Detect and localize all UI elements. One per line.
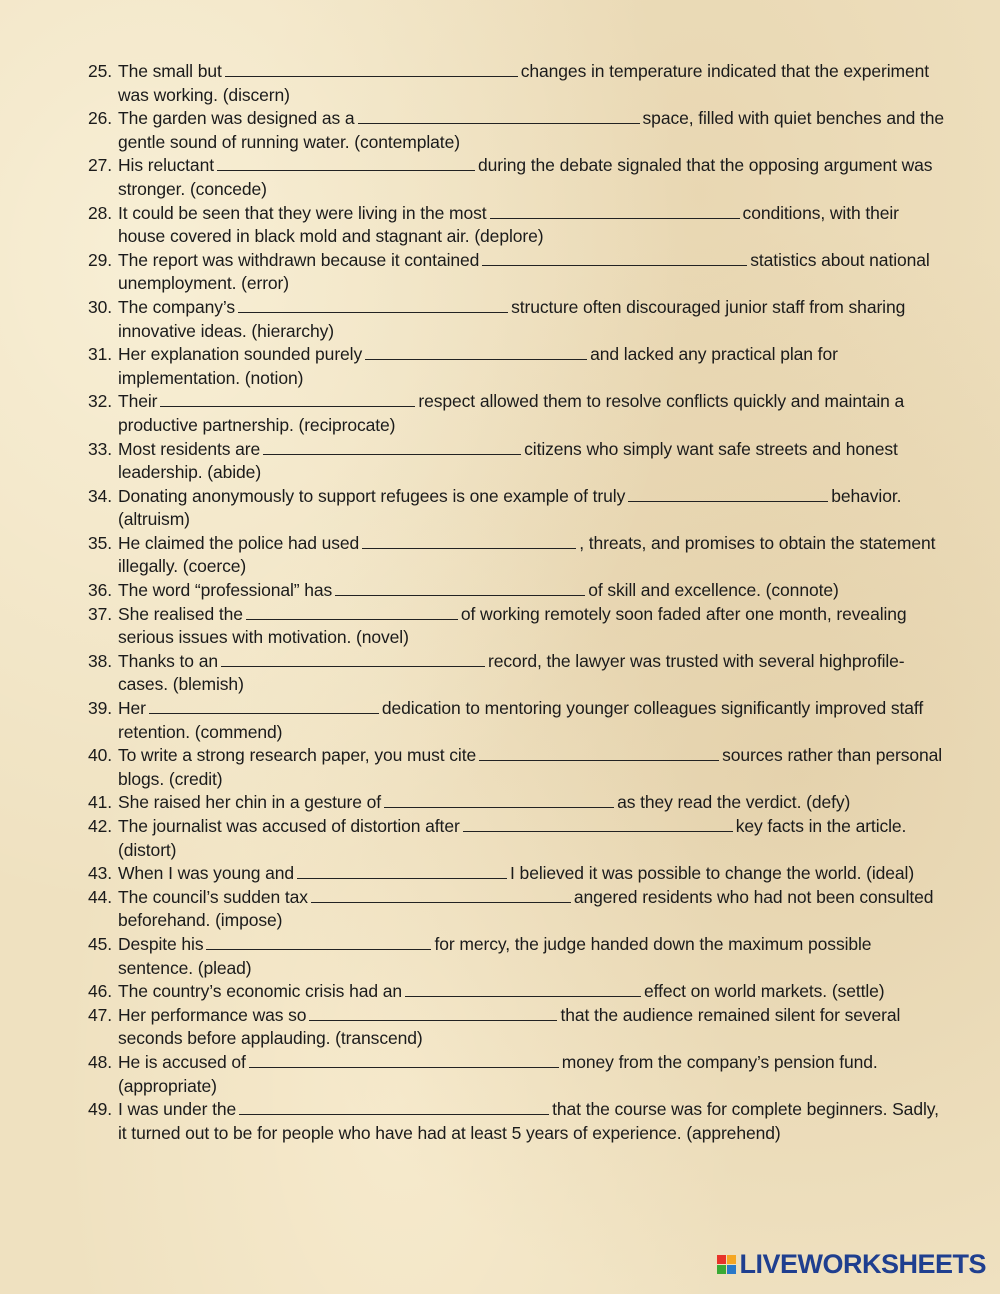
list-item: [88, 744, 944, 791]
item-text-after: that the audience remained silent for several seconds before applauding. (transcend): [118, 1004, 901, 1049]
item-text-after: , threats, and promises to obtain the statement illegally. (coerce): [118, 532, 936, 577]
item-text-after: structure often discouraged junior staff from sharing innovative ideas. (hierarchy): [118, 296, 906, 341]
list-item: [88, 296, 944, 343]
item-text-before: The small but: [118, 61, 222, 81]
item-text-before: Most residents are: [118, 438, 261, 459]
item-text-before: He is accused of: [118, 1051, 246, 1072]
logo-square: [727, 1265, 736, 1274]
answer-blank[interactable]: [239, 1099, 549, 1115]
answer-blank[interactable]: [160, 391, 415, 407]
answer-blank[interactable]: [217, 155, 475, 171]
item-number: 41.: [88, 792, 113, 813]
answer-blank[interactable]: [149, 698, 379, 714]
item-number: 30.: [88, 296, 113, 317]
list-item: [88, 1098, 944, 1145]
item-text-before: The council’s sudden tax: [118, 886, 308, 907]
answer-blank[interactable]: [384, 792, 614, 808]
item-text-before: Thanks to an: [118, 650, 218, 671]
item-text-after: I believed it was possible to change the world. (ideal): [510, 863, 915, 884]
item-text-before: Her performance was so: [118, 1004, 307, 1025]
item-text-after: statistics about national unemployment. (error): [118, 249, 930, 294]
item-number: 44.: [88, 886, 113, 907]
list-item: [88, 343, 944, 390]
item-text-after: citizens who simply want safe streets and honest leadership. (abide): [118, 438, 898, 483]
item-text-after: record, the lawyer was trusted with several highprofile- cases. (blemish): [118, 650, 905, 695]
logo-text: LIVEWORKSHEETS: [739, 1249, 986, 1279]
answer-blank[interactable]: [238, 297, 508, 313]
list-item: [88, 791, 944, 815]
item-text-before: His reluctant: [118, 155, 214, 176]
item-text-after: of working remotely soon faded after one month, revealing serious issues with motivation. (novel): [118, 603, 907, 648]
item-text-after: sources rather than personal blogs. (credit): [118, 745, 943, 789]
answer-blank[interactable]: [335, 580, 585, 596]
item-number: 46.: [88, 981, 113, 1002]
item-number: 36.: [88, 580, 113, 601]
item-text-after: behavior. (altruism): [118, 485, 902, 530]
answer-blank[interactable]: [225, 61, 518, 77]
list-item: [88, 532, 944, 579]
item-text-before: The garden was designed as a: [118, 108, 355, 129]
list-item: [88, 1051, 944, 1098]
item-text-after: during the debate signaled that the opposing argument was stronger. (concede): [118, 155, 933, 199]
item-number: 33.: [88, 438, 113, 459]
answer-blank[interactable]: [405, 981, 641, 997]
list-item: [88, 886, 944, 933]
list-item: [88, 933, 944, 980]
item-text-before: The word “professional” has: [118, 580, 333, 601]
item-number: 39.: [88, 698, 113, 719]
logo-icon: [717, 1255, 736, 1274]
item-number: 28.: [88, 202, 113, 223]
logo-square: [717, 1265, 726, 1274]
item-number: 38.: [88, 650, 113, 671]
item-text-before: The report was withdrawn because it contained: [118, 249, 480, 270]
item-text-before: The country’s economic crisis had an: [118, 981, 402, 1002]
item-text-before: The company’s: [118, 296, 236, 317]
answer-blank[interactable]: [479, 745, 719, 761]
answer-blank[interactable]: [358, 108, 640, 124]
item-text-before: She realised the: [118, 603, 243, 624]
answer-blank[interactable]: [206, 934, 431, 950]
item-text-after: of skill and excellence. (connote): [588, 580, 839, 601]
item-text-after: and lacked any practical plan for implementation. (notion): [118, 344, 838, 388]
item-text-after: money from the company’s pension fund. (appropriate): [118, 1051, 878, 1096]
item-text-after: conditions, with their house covered in black mold and stagnant air. (deplore): [118, 202, 899, 247]
list-item: [88, 107, 944, 154]
item-number: 37.: [88, 603, 113, 624]
item-text-after: respect allowed them to resolve conflicts quickly and maintain a productive partnership. (reciprocate): [118, 391, 905, 435]
item-number: 34.: [88, 485, 113, 506]
item-number: 45.: [88, 933, 113, 954]
answer-blank[interactable]: [309, 1005, 557, 1021]
list-item: [88, 485, 944, 532]
item-number: 47.: [88, 1004, 113, 1025]
item-text-after: angered residents who had not been consulted beforehand. (impose): [118, 886, 934, 931]
item-number: 43.: [88, 863, 113, 884]
list-item: [88, 697, 944, 744]
item-text-after: for mercy, the judge handed down the maximum possible sentence. (plead): [118, 933, 872, 978]
item-number: 40.: [88, 745, 113, 766]
list-item: [88, 390, 944, 437]
item-number: 35.: [88, 532, 113, 553]
item-text-after: effect on world markets. (settle): [644, 981, 885, 1002]
item-text-before: Their: [118, 391, 158, 412]
item-number: 49.: [88, 1099, 113, 1120]
item-number: 27.: [88, 155, 113, 176]
list-item: [88, 60, 944, 107]
item-text-after: as they read the verdict. (defy): [617, 792, 851, 813]
liveworksheets-logo: [717, 1249, 986, 1280]
list-item: [88, 815, 944, 862]
item-text-after: key facts in the article. (distort): [118, 816, 907, 860]
item-text-before: Her: [118, 698, 146, 719]
answer-blank[interactable]: [297, 863, 507, 879]
item-text-before: The journalist was accused of distortion after: [118, 816, 460, 836]
item-text-before: I was under the: [118, 1099, 237, 1120]
item-text-after: space, filled with quiet benches and the gentle sound of running water. (contemplate): [118, 108, 945, 152]
list-item: [88, 980, 944, 1004]
worksheet-items: [88, 60, 944, 1145]
list-item: [88, 862, 944, 886]
answer-blank[interactable]: [249, 1052, 559, 1068]
item-number: 26.: [88, 108, 113, 129]
item-text-after: changes in temperature indicated that the experiment was working. (discern): [118, 61, 929, 105]
item-text-before: To write a strong research paper, you must cite: [118, 745, 477, 766]
answer-blank[interactable]: [221, 651, 485, 667]
list-item: [88, 603, 944, 650]
item-text-before: Her explanation sounded purely: [118, 344, 363, 365]
answer-blank[interactable]: [628, 486, 828, 502]
item-text-before: He claimed the police had used: [118, 532, 360, 553]
answer-blank[interactable]: [311, 887, 571, 903]
list-item: [88, 579, 944, 603]
item-text-before: Donating anonymously to support refugees is one example of truly: [118, 485, 626, 506]
list-item: [88, 202, 944, 249]
answer-blank[interactable]: [263, 439, 521, 455]
item-text-before: Despite his: [118, 933, 204, 954]
logo-square: [727, 1255, 736, 1264]
list-item: [88, 249, 944, 296]
item-number: 29.: [88, 249, 113, 270]
item-text-after: that the course was for complete beginners. Sadly, it turned out to be for people who have had at least 5 years of experience. (apprehend): [118, 1099, 939, 1143]
item-text-before: When I was young and: [118, 863, 295, 884]
logo-square: [717, 1255, 726, 1264]
answer-blank[interactable]: [482, 250, 747, 266]
list-item: [88, 650, 944, 697]
list-item: [88, 1004, 944, 1051]
answer-blank[interactable]: [490, 203, 740, 219]
answer-blank[interactable]: [246, 604, 458, 620]
item-number: 25.: [88, 61, 113, 81]
item-number: 48.: [88, 1051, 113, 1072]
item-number: 42.: [88, 816, 113, 836]
item-number: 32.: [88, 391, 113, 412]
list-item: [88, 154, 944, 201]
answer-blank[interactable]: [463, 816, 733, 832]
item-text-before: It could be seen that they were living in the most: [118, 202, 487, 223]
answer-blank[interactable]: [365, 344, 587, 360]
item-number: 31.: [88, 344, 113, 365]
item-text-after: dedication to mentoring younger colleagues significantly improved staff retention. (commend): [118, 698, 924, 742]
answer-blank[interactable]: [362, 533, 576, 549]
item-text-before: She raised her chin in a gesture of: [118, 792, 382, 813]
list-item: [88, 438, 944, 485]
